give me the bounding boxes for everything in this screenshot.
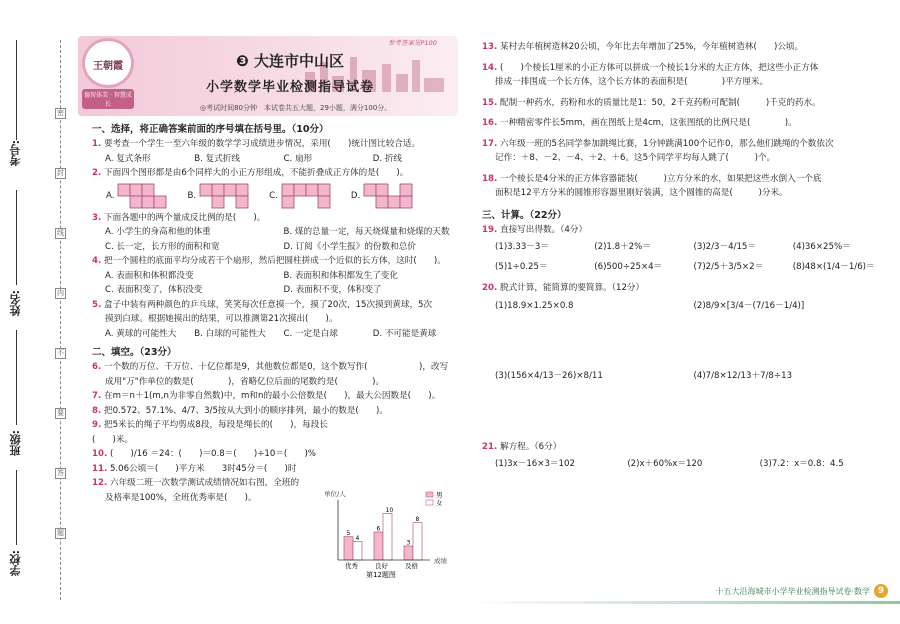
option-a: A. 表面积和体积都没变 bbox=[105, 270, 194, 281]
question-3-options bbox=[92, 225, 462, 254]
label-name: 姓名: bbox=[9, 290, 22, 317]
q12-bar-chart bbox=[322, 488, 472, 580]
bar-value-label: 10 bbox=[385, 506, 394, 514]
legend-swatch-girls bbox=[426, 500, 433, 505]
question-number: 16. bbox=[482, 118, 498, 128]
question-number: 12. bbox=[92, 478, 108, 488]
option-b: B. 表面积和体积都发生了变化 bbox=[283, 270, 398, 281]
question-number: 10. bbox=[92, 449, 108, 459]
category-label: 优秀 bbox=[345, 562, 358, 570]
bar-女-良好 bbox=[383, 513, 392, 560]
calc-item: (7)2/5＋3/5×2＝ bbox=[693, 262, 764, 272]
bar-value-label: 8 bbox=[415, 516, 420, 524]
q19-row-2 bbox=[482, 257, 892, 277]
title-number: ❸ bbox=[236, 52, 249, 70]
question-3 bbox=[92, 211, 462, 226]
option-label: D. bbox=[350, 190, 361, 201]
question-text: 在m＝n＋1(m,n为非零自然数)中，m和n的最小公倍数是( )，最大公因数是( )。 bbox=[103, 391, 441, 401]
question-number: 4. bbox=[92, 256, 102, 266]
question-text: 把5米长的绳子平均剪成8段，每段是绳长的( )，每段长( )米。 bbox=[92, 420, 328, 445]
calc-item: (4)36×25%＝ bbox=[792, 242, 851, 252]
question-number: 6. bbox=[92, 362, 102, 372]
question-number: 20. bbox=[482, 283, 498, 293]
question-9 bbox=[92, 418, 332, 447]
option-b: B. 复式折线 bbox=[194, 153, 240, 164]
q20-row-2 bbox=[482, 366, 892, 440]
question-text: 要考查一个学生一至六年级的数学学习成绩进步情况，采用( )统计图比较合适。 bbox=[103, 139, 421, 149]
q20-row-1 bbox=[482, 296, 892, 366]
chart-ylabel: 单位/人 bbox=[324, 490, 346, 498]
section-2-title: 二、填空。（23分） bbox=[92, 347, 177, 358]
bar-男-优秀 bbox=[344, 537, 353, 560]
q21-row bbox=[482, 454, 892, 474]
question-4 bbox=[92, 254, 462, 269]
option-d: D. 表面积不变，体积变了 bbox=[283, 285, 382, 295]
category-label: 及格 bbox=[405, 562, 418, 570]
question-text: 解方程。（6分） bbox=[499, 441, 562, 452]
bar-value-label: 3 bbox=[406, 539, 411, 547]
option-label: A. bbox=[106, 190, 115, 201]
option-d bbox=[351, 183, 421, 209]
question-text: 一个棱长是4分米的正方体容器能装( )立方分米的水，如果把这些水倒入一个底 bbox=[499, 173, 822, 184]
logo-text: 王朝霞 bbox=[93, 61, 123, 72]
legend-girls: 女 bbox=[436, 499, 443, 507]
question-number: 21. bbox=[482, 441, 498, 452]
exam-info: ◎考试时间80分钟 本试卷共五大题，29小题，满分100分。 bbox=[200, 104, 392, 112]
section-3-title: 三、计算。（22分） bbox=[482, 209, 567, 221]
category-label: 良好 bbox=[375, 562, 388, 570]
binding-margin bbox=[0, 0, 70, 624]
name-line bbox=[16, 190, 17, 285]
question-16 bbox=[482, 116, 892, 131]
bar-value-label: 5 bbox=[346, 530, 351, 538]
question-text: 5.06公顷＝( )平方米 3时45分＝( )时 bbox=[109, 463, 297, 474]
seal-mark: 密 bbox=[57, 109, 64, 117]
calc-item: (2)8/9×[3/4－(7/16－1/4)] bbox=[693, 300, 805, 311]
calc-item: (8)48×(1/4－1/6)＝ bbox=[792, 262, 875, 272]
cube-net-c-icon bbox=[281, 183, 339, 209]
option-a: A. 小学生的身高和他的体重 bbox=[105, 227, 211, 237]
question-number: 2. bbox=[92, 168, 102, 178]
question-2 bbox=[92, 166, 462, 181]
option-c: C. 一定是白球 bbox=[283, 328, 338, 339]
cube-net-a-icon bbox=[117, 183, 175, 209]
calc-item: (1)3.33－3＝ bbox=[495, 242, 549, 252]
option-d: D. 订阅《小学生报》的份数和总价 bbox=[283, 241, 416, 252]
option-d: D. 折线 bbox=[372, 153, 403, 164]
question-1 bbox=[92, 137, 462, 152]
question-text: 一个数的万位、千万位、十亿位都是9，其他数位都是0，这个数写作( )，改写 bbox=[103, 362, 449, 372]
class-line bbox=[16, 330, 17, 425]
question-text: 配制一种药水，药粉和水的质量比是1：50，2千克药粉可配制( )千克的药水。 bbox=[499, 97, 821, 108]
bar-女-优秀 bbox=[353, 541, 362, 560]
calc-item: (4)7/8×12/13＋7/8÷13 bbox=[693, 370, 793, 381]
logo-subtitle: 德智体美 · 智慧成长 bbox=[82, 89, 134, 109]
question-text: 六年级二班一次数学测试成绩情况如右图，全班的 bbox=[109, 478, 300, 488]
left-column bbox=[92, 118, 462, 505]
brand-logo bbox=[82, 38, 134, 88]
question-6 bbox=[92, 360, 462, 375]
option-c: C. 长一定，长方形的面积和宽 bbox=[105, 241, 220, 252]
question-14 bbox=[482, 61, 892, 76]
question-17-cont: 记作：＋8、－2、－4、＋2、＋6。这5个同学平均每人跳了( )个。 bbox=[495, 153, 776, 163]
question-21 bbox=[482, 440, 892, 455]
question-5-cont: 摸到白球。根据她摸出的结果，可以推测第21次摸出( )。 bbox=[105, 314, 338, 324]
label-exam-number: 考号: bbox=[9, 140, 22, 167]
option-d: D. 不可能是黄球 bbox=[372, 328, 437, 339]
question-10 bbox=[92, 447, 327, 462]
question-text: 把一个圆柱的底面平均分成若干个扇形，然后把圆柱拼成一个近似的长方体，这时( )。 bbox=[103, 256, 446, 266]
calc-item: (2)x＋60%x＝120 bbox=[627, 459, 703, 469]
question-number: 9. bbox=[92, 420, 102, 430]
seal-mark: 线 bbox=[57, 229, 64, 237]
page-subtitle: 小学数学毕业检测指导试卷 bbox=[205, 80, 374, 95]
title-city: 大连市中山区 bbox=[253, 52, 344, 70]
question-number: 3. bbox=[92, 212, 102, 223]
question-text: 下面四个图形都是由6个同样大的小正方形组成，不能折叠成正方体的是( )。 bbox=[103, 168, 409, 178]
bar-男-及格 bbox=[404, 546, 413, 560]
question-text: 一种精密零件长5mm，画在图纸上是4cm，这张图纸的比例尺是( )。 bbox=[499, 118, 797, 128]
bar-value-label: 4 bbox=[355, 534, 360, 542]
question-number: 7. bbox=[92, 391, 102, 401]
seal-mark: 内 bbox=[57, 289, 64, 297]
question-2-options bbox=[92, 181, 462, 211]
question-text: ( )/16 ＝24：( )＝0.8＝( )÷10＝( )% bbox=[109, 449, 316, 459]
page-title bbox=[200, 50, 380, 71]
section-1-title: 一、选择，将正确答案前面的序号填在括号里。（10分） bbox=[92, 124, 329, 135]
question-12 bbox=[92, 476, 327, 491]
question-4-options bbox=[92, 269, 462, 298]
q19-row-1 bbox=[482, 237, 892, 257]
option-c bbox=[269, 183, 339, 209]
page-number: 9 bbox=[874, 584, 888, 598]
question-12-cont: 及格率是100%，全班优秀率是( )。 bbox=[105, 492, 257, 503]
question-number: 11. bbox=[92, 463, 108, 474]
right-column bbox=[482, 40, 892, 474]
cube-net-b-icon bbox=[199, 183, 257, 209]
calc-item: (3)7.2：x＝0.8：4.5 bbox=[759, 459, 844, 469]
option-label: C. bbox=[269, 190, 278, 201]
question-text: 下面各题中的两个量成反比例的是( )。 bbox=[103, 212, 266, 223]
legend-boys: 男 bbox=[436, 491, 443, 499]
question-text: 某村去年植树造林20公顷，今年比去年增加了25%，今年植树造林( )公顷。 bbox=[499, 42, 804, 52]
footer-text: 十五大沿海城市小学毕业检测指导试卷·数学 bbox=[715, 586, 870, 596]
question-number: 5. bbox=[92, 299, 102, 310]
label-class: 班级: bbox=[9, 430, 22, 457]
question-8 bbox=[92, 404, 462, 419]
option-a: A. 黄球的可能性大 bbox=[105, 328, 177, 339]
question-11 bbox=[92, 462, 327, 477]
seal-mark: 要 bbox=[57, 409, 64, 417]
option-a bbox=[106, 183, 175, 209]
bar-chart-svg bbox=[322, 488, 472, 580]
question-5 bbox=[92, 298, 462, 313]
option-c: C. 表面积变了，体积没变 bbox=[105, 285, 203, 295]
calc-item: (3)(156×4/13－26)×8/11 bbox=[495, 370, 603, 381]
question-number: 18. bbox=[482, 173, 498, 184]
question-text: ( )个棱长1厘米的小正方体可以拼成一个棱长1分米的大正方体，把这些小正方体 bbox=[499, 62, 819, 73]
question-text: 把0.572、57.1%、4/7、3/5按从大到小的顺序排列，最小的数是( )。 bbox=[103, 405, 388, 416]
seal-mark: 封 bbox=[57, 169, 64, 177]
bar-value-label: 6 bbox=[376, 525, 381, 533]
calc-item: (6)500÷25×4＝ bbox=[594, 262, 663, 272]
bar-男-良好 bbox=[374, 532, 383, 560]
question-number: 15. bbox=[482, 97, 498, 108]
seal-mark: 答 bbox=[57, 469, 64, 477]
question-number: 13. bbox=[482, 42, 498, 52]
option-label: B. bbox=[187, 190, 197, 201]
seal-mark: 题 bbox=[57, 529, 64, 537]
question-17 bbox=[482, 137, 892, 152]
calc-item: (1)18.9×1.25×0.8 bbox=[495, 300, 574, 311]
question-number: 17. bbox=[482, 138, 498, 149]
question-text: 脱式计算，能简算的要简算。（12分） bbox=[499, 283, 645, 293]
footer-bar bbox=[470, 601, 900, 604]
calc-item: (5)1÷0.25＝ bbox=[495, 262, 548, 272]
question-number: 1. bbox=[92, 139, 102, 149]
option-b: B. 白球的可能性大 bbox=[194, 328, 266, 339]
seal-mark: 不 bbox=[57, 349, 64, 357]
question-18-cont: 面积是12平方分米的圆锥形容器里刚好装满，这个圆锥的高是( )分米。 bbox=[495, 188, 788, 198]
question-number: 8. bbox=[92, 405, 102, 416]
question-15 bbox=[482, 96, 892, 111]
calc-item: (2)1.8＋2%＝ bbox=[594, 242, 651, 252]
exam-number-line bbox=[16, 40, 17, 140]
legend-swatch-boys bbox=[426, 492, 433, 497]
question-text: 六年级一班的5名同学参加跳绳比赛，1分钟跳满100个记作0，那么他们跳绳的个数依次 bbox=[499, 138, 834, 149]
answer-note: 参考答案见P100 bbox=[388, 39, 437, 47]
question-number: 19. bbox=[482, 224, 498, 235]
question-1-options bbox=[92, 152, 462, 167]
question-6-cont: 成用"万"作单位的数是( )，省略亿位后面的尾数约是( )。 bbox=[105, 376, 385, 387]
calc-item: (3)2/3－4/15＝ bbox=[693, 242, 756, 252]
option-b: B. 煤的总量一定，每天烧煤量和烧煤的天数 bbox=[283, 227, 450, 237]
question-5-options bbox=[92, 327, 462, 342]
question-18 bbox=[482, 172, 892, 187]
question-14-cont: 排成一排围成一个长方体，这个长方体的表面积是( )平方厘米。 bbox=[495, 77, 769, 87]
question-13 bbox=[482, 40, 892, 55]
cube-net-d-icon bbox=[363, 183, 421, 209]
label-school: 学校: bbox=[9, 550, 22, 577]
question-text: 盒子中装有两种颜色的乒乓球，笑笑每次任意摸一个，摸了20次，15次摸到黄球，5次 bbox=[103, 299, 433, 310]
option-a: A. 复式条形 bbox=[105, 153, 151, 164]
question-text: 直接写出得数。（4分） bbox=[499, 224, 588, 235]
option-c: C. 扇形 bbox=[283, 153, 313, 164]
chart-xlabel: 成绩 bbox=[434, 557, 447, 565]
calc-item: (1)3x－16×3＝102 bbox=[495, 459, 575, 469]
option-b bbox=[187, 183, 257, 209]
chart-title: 第12题图 bbox=[366, 571, 396, 579]
question-19 bbox=[482, 223, 892, 238]
question-number: 14. bbox=[482, 62, 498, 73]
seal-dash-line bbox=[60, 40, 61, 600]
bar-女-及格 bbox=[413, 523, 422, 560]
question-20 bbox=[482, 281, 892, 296]
question-7 bbox=[92, 389, 462, 404]
footer bbox=[715, 584, 888, 598]
school-line bbox=[16, 470, 17, 545]
